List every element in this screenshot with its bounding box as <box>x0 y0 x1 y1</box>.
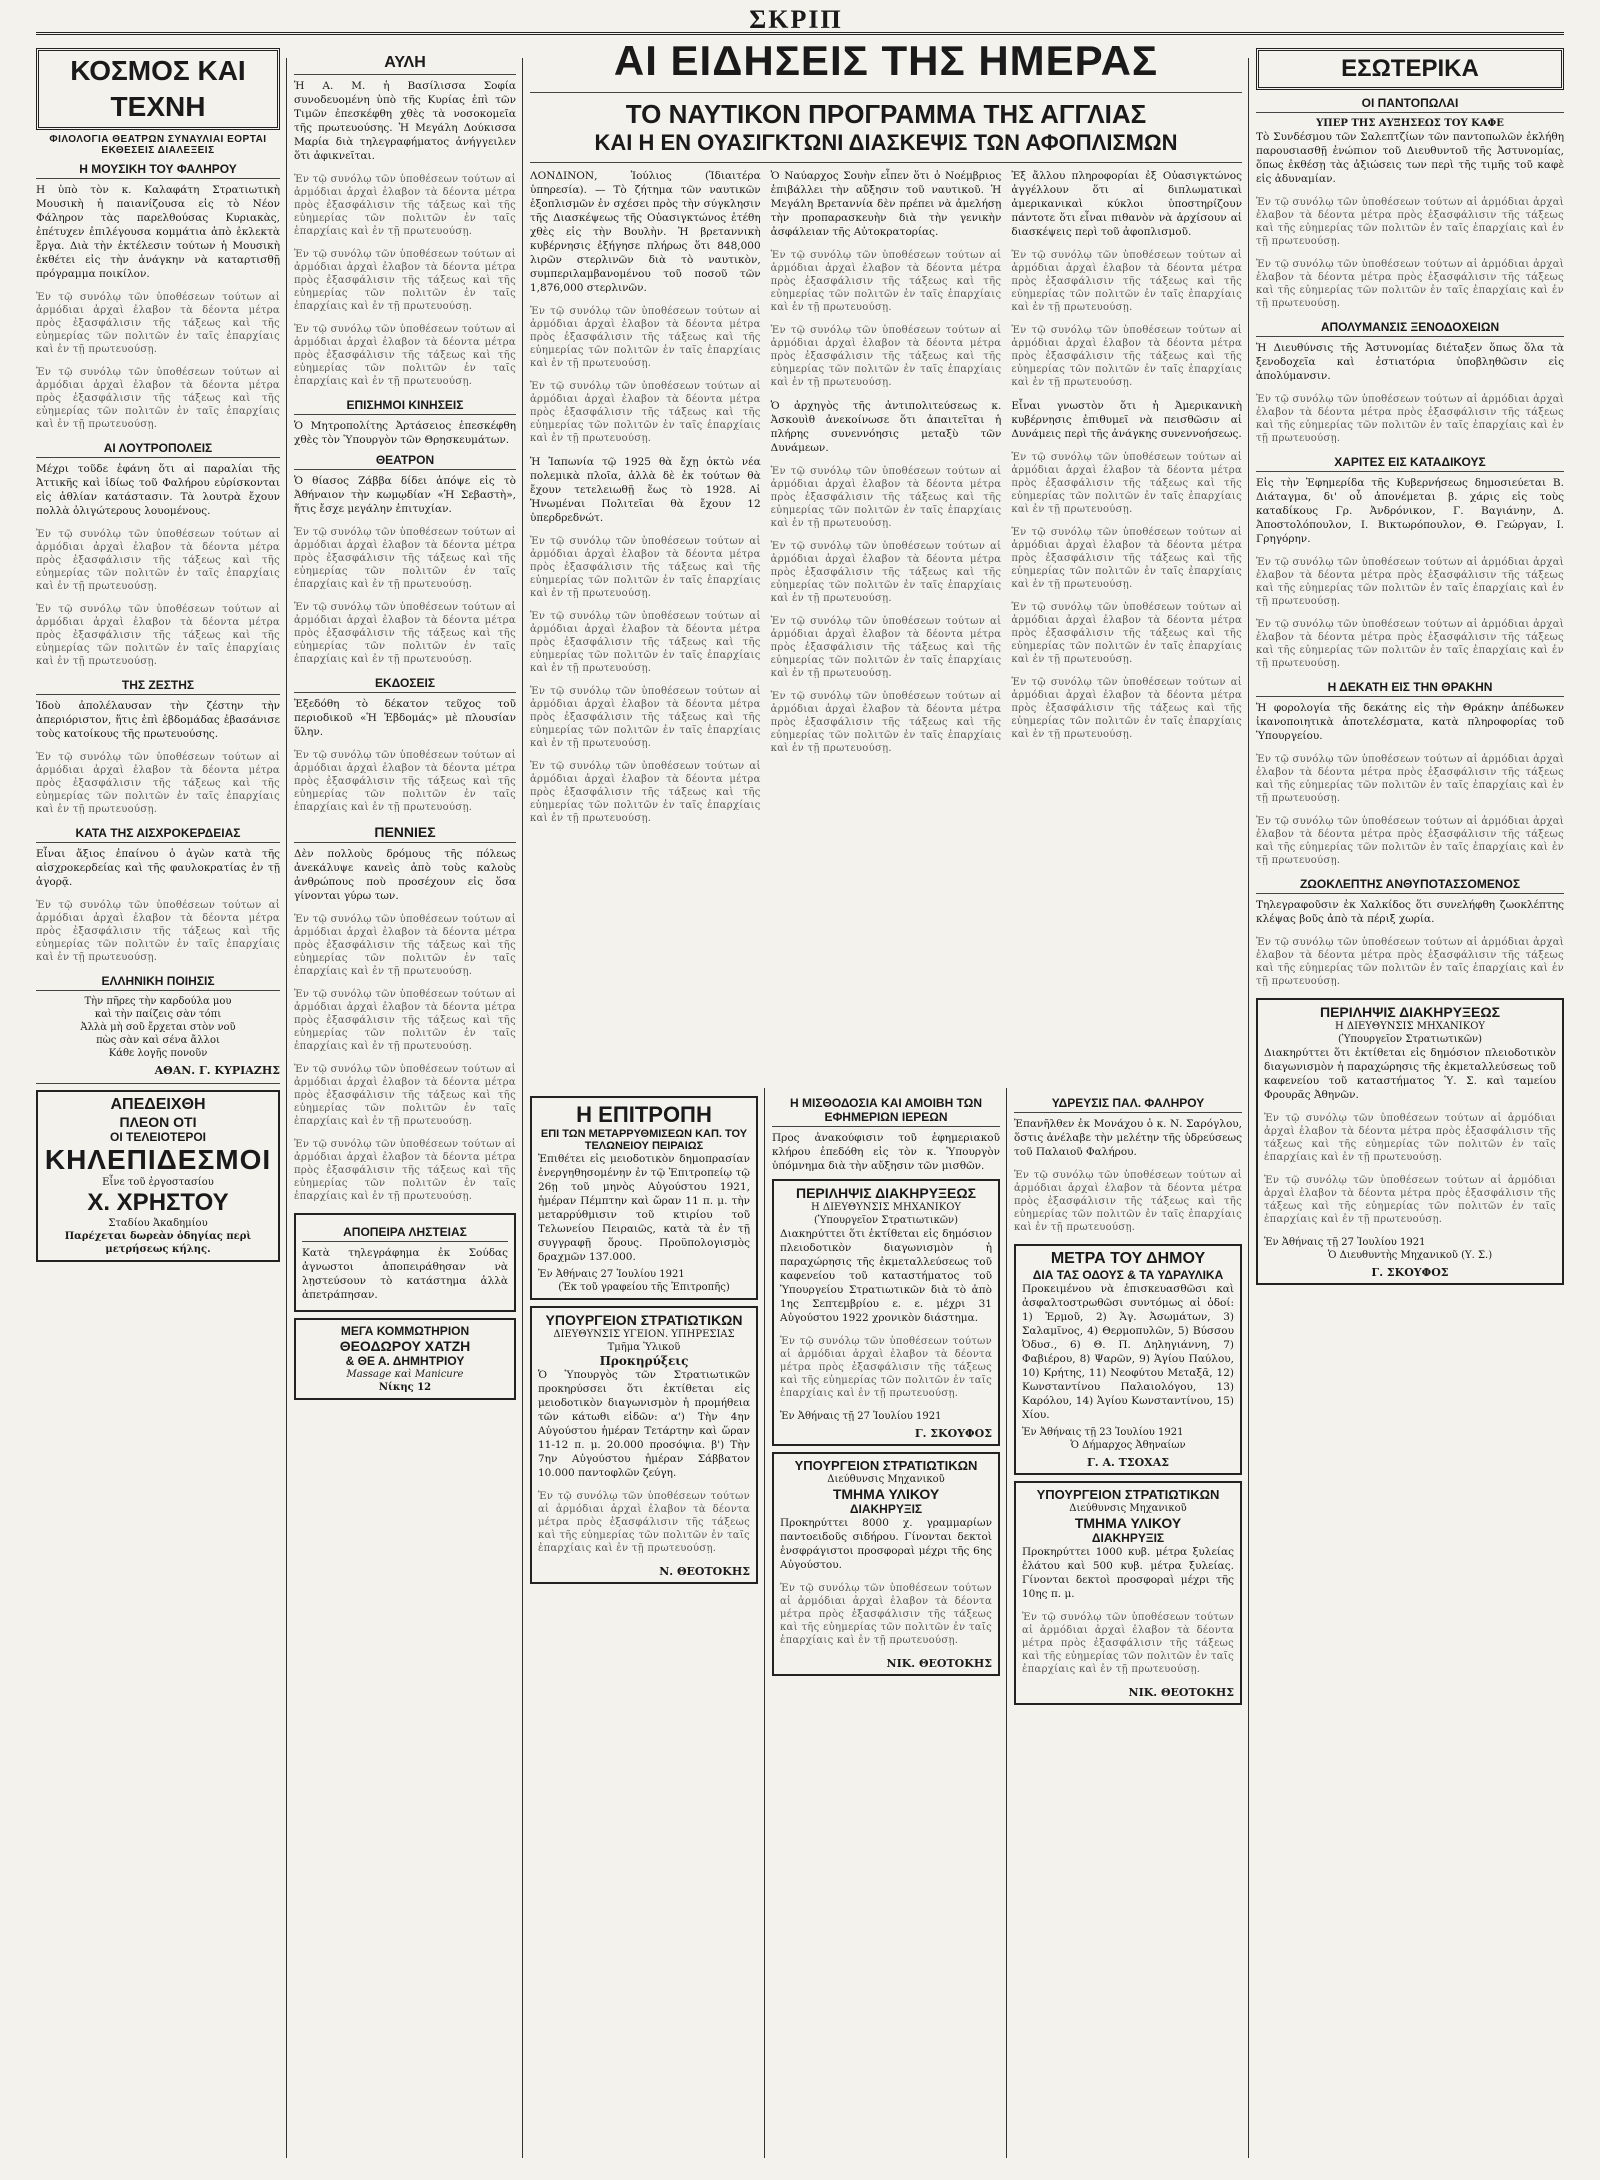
article-heading: ΖΩΟΚΛΕΠΤΗΣ ΑΝΘΥΠΟΤΑΣΣΟΜΕΝΟΣ <box>1256 877 1564 894</box>
notice-title: ΥΠΟΥΡΓΕΙΟΝ ΣΤΡΑΤΙΩΤΙΚΩΝ <box>545 1312 743 1328</box>
notice-text: Ἐν τῷ συνόλῳ τῶν ὑποθέσεων τούτων αἱ ἀρμόδιαι ἀρχαὶ ἐλαβον τὰ δέοντα μέτρα πρὸς ἐξασφάλισιν τῆς τάξεως καὶ τῆς εὐημερίας τῶν πολιτῶν ἐν ταῖς ἐπαρχίαις καὶ ἐν τῇ πρωτευούσῃ. <box>1022 1612 1234 1675</box>
article-text: Ἐν τῷ συνόλῳ τῶν ὑποθέσεων τούτων αἱ ἀρμόδιαι ἀρχαὶ ἐλαβον τὰ δέοντα μέτρα πρὸς ἐξασφάλισιν τῆς τάξεως καὶ τῆς εὐημερίας τῶν πολιτῶν ἐν ταῖς ἐπαρχίαις καὶ ἐν τῇ πρωτευούσῃ. <box>1011 677 1242 740</box>
article-text: Ἐν τῷ συνόλῳ τῶν ὑποθέσεων τούτων αἱ ἀρμόδιαι ἀρχαὶ ἐλαβον τὰ δέοντα μέτρα πρὸς ἐξασφάλισιν τῆς τάξεως καὶ τῆς εὐημερίας τῶν πολιτῶν ἐν ταῖς ἐπαρχίαις καὶ ἐν τῇ πρωτευούσῃ. <box>36 900 280 963</box>
ad-product-name: ΚΗΛΕΠΙΔΕΣΜΟΙ <box>44 1144 272 1175</box>
notice-text: Ἐν τῷ συνόλῳ τῶν ὑποθέσεων τούτων αἱ ἀρμόδιαι ἀρχαὶ ἐλαβον τὰ δέοντα μέτρα πρὸς ἐξασφάλισιν τῆς τάξεως καὶ τῆς εὐημερίας τῶν πολιτῶν ἐν ταῖς ἐπαρχίαις καὶ ἐν τῇ πρωτευούσῃ. <box>780 1336 992 1399</box>
ad-text: Παρέχεται δωρεὰν ὁδηγίας περὶ μετρήσεως κήλης. <box>64 1231 252 1255</box>
article-heading: ΕΛΛΗΝΙΚΗ ΠΟΙΗΣΙΣ <box>36 974 280 991</box>
article-text: Ὁ θίασος Ζάββα δίδει ἀπόψε εἰς τὸ Ἀθήναιον τὴν κωμῳδίαν «Ἡ Σεβαστὴ», ἥτις ἔσχε μεγάλην ἐπιτυχίαν. <box>294 475 516 515</box>
article-text: Ἐν τῷ συνόλῳ τῶν ὑποθέσεων τούτων αἱ ἀρμόδιαι ἀρχαὶ ἐλαβον τὰ δέοντα μέτρα πρὸς ἐξασφάλισιν τῆς τάξεως καὶ τῆς εὐημερίας τῶν πολιτῶν ἐν ταῖς ἐπαρχίαις καὶ ἐν τῇ πρωτευούσῃ. <box>36 367 280 430</box>
notice-subtitle: Η ΔΙΕΥΘΥΝΣΙΣ ΜΗΧΑΝΙΚΟΥ <box>810 1202 962 1213</box>
article-text: Ἐν τῷ συνόλῳ τῶν ὑποθέσεων τούτων αἱ ἀρμόδιαι ἀρχαὶ ἐλαβον τὰ δέοντα μέτρα πρὸς ἐξασφάλισιν τῆς τάξεως καὶ τῆς εὐημερίας τῶν πολιτῶν ἐν ταῖς ἐπαρχίαις καὶ ἐν τῇ πρωτευούσῃ. <box>770 466 1002 529</box>
notice-date: Ἐν Ἀθήναις τῇ 27 Ἰουλίου 1921 <box>780 1411 942 1422</box>
article-text: Ἐν τῷ συνόλῳ τῶν ὑποθέσεων τούτων αἱ ἀρμόδιαι ἀρχαὶ ἐλαβον τὰ δέοντα μέτρα πρὸς ἐξασφάλισιν τῆς τάξεως καὶ τῆς εὐημερίας τῶν πολιτῶν ἐν ταῖς ἐπαρχίαις καὶ ἐν τῇ πρωτευούσῃ. <box>294 989 516 1052</box>
notice-text: Ἐν τῷ συνόλῳ τῶν ὑποθέσεων τούτων αἱ ἀρμόδιαι ἀρχαὶ ἐλαβον τὰ δέοντα μέτρα πρὸς ἐξασφάλισιν τῆς τάξεως καὶ τῆς εὐημερίας τῶν πολιτῶν ἐν ταῖς ἐπαρχίαις καὶ ἐν τῇ πρωτευούσῃ. <box>538 1491 750 1554</box>
article-text: Ἐν τῷ συνόλῳ τῶν ὑποθέσεων τούτων αἱ ἀρμόδιαι ἀρχαὶ ἐλαβον τὰ δέοντα μέτρα πρὸς ἐξασφάλισιν τῆς τάξεως καὶ τῆς εὐημερίας τῶν πολιτῶν ἐν ταῖς ἐπαρχίαις καὶ ἐν τῇ πρωτευούσῃ. <box>530 306 761 369</box>
article-subheading: ΥΠΕΡ ΤΗΣ ΑΥΞΗΣΕΩΣ ΤΟΥ ΚΑΦΕ <box>1316 118 1504 129</box>
notice-text: Προκηρύττει 1000 κυβ. μέτρα ξυλείας ἐλάτου καὶ 500 κυβ. μέτρα ξυλείας. Γίνονται δεκτοὶ προσφοραὶ μέχρι τῆς 10ης π. μ. <box>1022 1546 1234 1600</box>
notice-subtitle: Διεύθυνσις Μηχανικοῦ <box>827 1474 945 1485</box>
article-text: Ἐν τῷ συνόλῳ τῶν ὑποθέσεων τούτων αἱ ἀρμόδιαι ἀρχαὶ ἐλαβον τὰ δέοντα μέτρα πρὸς ἐξασφάλισιν τῆς τάξεως καὶ τῆς εὐημερίας τῶν πολιτῶν ἐν ταῖς ἐπαρχίαις καὶ ἐν τῇ πρωτευούσῃ. <box>294 1139 516 1202</box>
notice-date: Ἐν Ἀθήναις 27 Ἰουλίου 1921 <box>538 1269 685 1280</box>
ad-owner-name: & ΘΕ Α. ΔΗΜΗΤΡΙΟΥ <box>345 1354 465 1368</box>
article-text: Ὁ Μητροπολίτης Ἀρτάσειος ἐπεσκέφθη χθὲς τὸν Ὑπουργὸν τῶν Θρησκευμάτων. <box>294 420 516 446</box>
article-text: Ἐν τῷ συνόλῳ τῶν ὑποθέσεων τούτων αἱ ἀρμόδιαι ἀρχαὶ ἐλαβον τὰ δέοντα μέτρα πρὸς ἐξασφάλισιν τῆς τάξεως καὶ τῆς εὐημερίας τῶν πολιτῶν ἐν ταῖς ἐπαρχίαις καὶ ἐν τῇ πρωτευούσῃ. <box>294 527 516 590</box>
notice-title: ΜΕΤΡΑ ΤΟΥ ΔΗΜΟΥ <box>1050 1250 1206 1267</box>
column-notices-1 <box>530 1090 758 2158</box>
article-text: Ἐν τῷ συνόλῳ τῶν ὑποθέσεων τούτων αἱ ἀρμόδιαι ἀρχαὶ ἐλαβον τὰ δέοντα μέτρα πρὸς ἐξασφάλισιν τῆς τάξεως καὶ τῆς εὐημερίας τῶν πολιτῶν ἐν ταῖς ἐπαρχίαις καὶ ἐν τῇ πρωτευούσῃ. <box>770 325 1002 388</box>
article-text: Ἐν τῷ συνόλῳ τῶν ὑποθέσεων τούτων αἱ ἀρμόδιαι ἀρχαὶ ἐλαβον τὰ δέοντα μέτρα πρὸς ἐξασφάλισιν τῆς τάξεως καὶ τῆς εὐημερίας τῶν πολιτῶν ἐν ταῖς ἐπαρχίαις καὶ ἐν τῇ πρωτευούσῃ. <box>294 324 516 387</box>
article-text: Ἐν τῷ συνόλῳ τῶν ὑποθέσεων τούτων αἱ ἀρμόδιαι ἀρχαὶ ἐλαβον τὰ δέοντα μέτρα πρὸς ἐξασφάλισιν τῆς τάξεως καὶ τῆς εὐημερίας τῶν πολιτῶν ἐν ταῖς ἐπαρχίαις καὶ ἐν τῇ πρωτευούσῃ. <box>530 381 761 444</box>
article-text: Ἐπανῆλθεν ἐκ Μονάχου ὁ κ. Ν. Σαρόγλου, ὅστις ἀνέλαβε τὴν μελέτην τῆς ὑδρεύσεως τοῦ Παλαιοῦ Φαλήρου. <box>1014 1118 1242 1158</box>
top-rule <box>36 32 1564 35</box>
article-text: Ἐν τῷ συνόλῳ τῶν ὑποθέσεων τούτων αἱ ἀρμόδιαι ἀρχαὶ ἐλαβον τὰ δέοντα μέτρα πρὸς ἐξασφάλισιν τῆς τάξεως καὶ τῆς εὐημερίας τῶν πολιτῶν ἐν ταῖς ἐπαρχίαις καὶ ἐν τῇ πρωτευούσῃ. <box>294 602 516 665</box>
article-text: Εἰς τὴν Ἐφημερίδα τῆς Κυβερνήσεως δημοσιεύεται Β. Διάταγμα, δι' οὗ ἀπονέμεται β. χάρις εἰς τοὺς καταδίκους Γρ. Ἀνδρόνικον, Γ. Βαγιάνην, Δ. Ἀποστολόπουλον, Ι. Βικτωρόπουλον, Θ. Γεώργαν, Ι. Γρηγόρην. <box>1256 477 1564 545</box>
article-text: Προς ἀνακούφισιν τοῦ ἐφημεριακοῦ κλήρου ἐπεδόθη εἰς τὸν κ. Ὑπουργὸν ὑπόμνημα διὰ τὴν αὔξησιν τῶν μισθῶν. <box>772 1132 1000 1172</box>
notice-subtitle: ΤΜΗΜΑ ΥΛΙΚΟΥ <box>1074 1515 1182 1531</box>
article-text: Μέχρι τοῦδε ἐφάνη ὅτι αἱ παραλίαι τῆς Ἀττικῆς καὶ ἰδίως τοῦ Φαλήρου εὐρίσκονται εἰς ἀθλίαν κατάστασιν. Τὰ λουτρὰ ἔχουν πολλὰ ὀλιγώτερους λουομένους. <box>36 463 280 517</box>
column-divider <box>1006 1088 1007 2158</box>
article-text: Ἐν τῷ συνόλῳ τῶν ὑποθέσεων τούτων αἱ ἀρμόδιαι ἀρχαὶ ἐλαβον τὰ δέοντα μέτρα πρὸς ἐξασφάλισιν τῆς τάξεως καὶ τῆς εὐημερίας τῶν πολιτῶν ἐν ταῖς ἐπαρχίαις καὶ ἐν τῇ πρωτευούσῃ. <box>294 249 516 312</box>
poem-line: Τὴν πῆρες τὴν καρδούλα μου <box>84 996 232 1007</box>
article-text: Ἐν τῷ συνόλῳ τῶν ὑποθέσεων τούτων αἱ ἀρμόδιαι ἀρχαὶ ἐλαβον τὰ δέοντα μέτρα πρὸς ἐξασφάλισιν τῆς τάξεως καὶ τῆς εὐημερίας τῶν πολιτῶν ἐν ταῖς ἐπαρχίαις καὶ ἐν τῇ πρωτευούσῃ. <box>530 536 761 599</box>
ad-owner-name: ΘΕΟΔΩΡΟΥ ΧΑΤΖΗ <box>339 1338 471 1354</box>
notice-diakiryxis <box>1256 998 1564 1285</box>
article-text: Ἐν τῷ συνόλῳ τῶν ὑποθέσεων τούτων αἱ ἀρμόδιαι ἀρχαὶ ἐλαβον τὰ δέοντα μέτρα πρὸς ἐξασφάλισιν τῆς τάξεως καὶ τῆς εὐημερίας τῶν πολιτῶν ἐν ταῖς ἐπαρχίαις καὶ ἐν τῇ πρωτευούσῃ. <box>1011 325 1242 388</box>
notice-text: Ἐν τῷ συνόλῳ τῶν ὑποθέσεων τούτων αἱ ἀρμόδιαι ἀρχαὶ ἐλαβον τὰ δέοντα μέτρα πρὸς ἐξασφάλισιν τῆς τάξεως καὶ τῆς εὐημερίας τῶν πολιτῶν ἐν ταῖς ἐπαρχίαις καὶ ἐν τῇ πρωτευούσῃ. <box>1264 1175 1556 1225</box>
sub-headline: ΤΟ ΝΑΥΤΙΚΟΝ ΠΡΟΓΡΑΜΜΑ ΤΗΣ ΑΓΓΛΙΑΣ <box>625 99 1147 129</box>
divider <box>530 162 1242 163</box>
notice-subtitle: (Ὑπουργεῖον Στρατιωτικῶν) <box>1338 1034 1482 1045</box>
article-heading: Η ΜΟΥΣΙΚΗ ΤΟΥ ΦΑΛΗΡΟΥ <box>36 162 280 179</box>
article-text: Ἐν τῷ συνόλῳ τῶν ὑποθέσεων τούτων αἱ ἀρμόδιαι ἀρχαὶ ἐλαβον τὰ δέοντα μέτρα πρὸς ἐξασφάλισιν τῆς τάξεως καὶ τῆς εὐημερίας τῶν πολιτῶν ἐν ταῖς ἐπαρχίαις καὶ ἐν τῇ πρωτευούσῃ. <box>530 686 761 749</box>
article-text: Ἐν τῷ συνόλῳ τῶν ὑποθέσεων τούτων αἱ ἀρμόδιαι ἀρχαὶ ἐλαβον τὰ δέοντα μέτρα πρὸς ἐξασφάλισιν τῆς τάξεως καὶ τῆς εὐημερίας τῶν πολιτῶν ἐν ταῖς ἐπαρχίαις καὶ ἐν τῇ πρωτευούσῃ. <box>1256 259 1564 309</box>
ad-heading: ΑΠΕΔΕΙΧΘΗ <box>110 1096 206 1113</box>
column-news-items <box>294 48 516 2158</box>
article-heading: ΕΚΔΟΣΕΙΣ <box>294 676 516 693</box>
article-text: Ἡ φορολογία τῆς δεκάτης εἰς τὴν Θράκην ἀπέδωκεν ἱκανοποιητικὰ ἀποτελέσματα, κατὰ πληροφορίας τοῦ Ὑπουργείου. <box>1256 702 1564 742</box>
notice-title: ΥΠΟΥΡΓΕΙΟΝ ΣΤΡΑΤΙΩΤΙΚΩΝ <box>1036 1487 1220 1502</box>
notice-subtitle: ΔΙΑΚΗΡΥΞΙΣ <box>1091 1531 1165 1545</box>
notice-subtitle: (Ὑπουργεῖον Στρατιωτικῶν) <box>814 1215 958 1226</box>
article-text: Ἰδοὺ ἀπολέλαυσαν τὴν ζέστην τὴν ἀπεριόριστον, ἥτις ἐπὶ ἑβδομάδας ἐβασάνισε τοὺς κατοίκους τῆς πρωτευούσης. <box>36 700 280 740</box>
article-heading: ΠΕΝΝΙΕΣ <box>294 824 516 843</box>
article-text: Ἐν τῷ συνόλῳ τῶν ὑποθέσεων τούτων αἱ ἀρμόδιαι ἀρχαὶ ἐλαβον τὰ δέοντα μέτρα πρὸς ἐξασφάλισιν τῆς τάξεως καὶ τῆς εὐημερίας τῶν πολιτῶν ἐν ταῖς ἐπαρχίαις καὶ ἐν τῇ πρωτευούσῃ. <box>294 1064 516 1127</box>
notice-subtitle: Διεύθυνσις Μηχανικοῦ <box>1069 1503 1187 1514</box>
article-heading: ΑΥΛΗ <box>294 54 516 75</box>
notice-date: Ἐν Ἀθήναις τῇ 27 Ἰουλίου 1921 <box>1264 1237 1426 1248</box>
notice-signature: ΝΙΚ. ΘΕΟΤΟΚΗΣ <box>1128 1686 1234 1699</box>
article-heading: ΚΑΤΑ ΤΗΣ ΑΙΣΧΡΟΚΕΡΔΕΙΑΣ <box>36 826 280 843</box>
notice-signature: Ὁ Δήμαρχος Ἀθηναίων <box>1070 1440 1186 1451</box>
article-text: Ἐν τῷ συνόλῳ τῶν ὑποθέσεων τούτων αἱ ἀρμόδιαι ἀρχαὶ ἐλαβον τὰ δέοντα μέτρα πρὸς ἐξασφάλισιν τῆς τάξεως καὶ τῆς εὐημερίας τῶν πολιτῶν ἐν ταῖς ἐπαρχίαις καὶ ἐν τῇ πρωτευούσῃ. <box>770 691 1002 754</box>
boxed-news-item <box>294 1213 516 1312</box>
article-heading: ΤΗΣ ΖΕΣΤΗΣ <box>36 678 280 695</box>
article-heading: Η ΜΙΣΘΟΔΟΣΙΑ ΚΑΙ ΑΜΟΙΒΗ ΤΩΝ ΕΦΗΜΕΡΙΩΝ ΙΕΡΕΩΝ <box>772 1096 1000 1127</box>
notice-title: ΠΕΡΙΛΗΨΙΣ ΔΙΑΚΗΡΥΞΕΩΣ <box>795 1185 977 1201</box>
column-esoterika <box>1256 48 1564 2158</box>
main-article-column <box>771 169 1002 835</box>
column-divider <box>286 58 287 2158</box>
article-heading: ΕΠΙΣΗΜΟΙ ΚΙΝΗΣΕΙΣ <box>294 398 516 415</box>
article-text: Ὁ Ναύαρχος Σουὴν εἶπεν ὅτι ὁ Νοέμβριος ἐπιβάλλει τὴν αὔξησιν τοῦ ναυτικοῦ. Ἡ Μεγάλη Βρεταννία δὲν πρέπει νὰ ἀμελήσῃ τὴν προπαρασκευὴν διὰ τὴν γενικὴν ἀσφάλειαν τῆς Αὐτοκρατορίας. <box>770 170 1002 238</box>
notice-subtitle: ΔΙΑ ΤΑΣ ΟΔΟΥΣ & ΤΑ ΥΔΡΑΥΛΙΚΑ <box>1032 1268 1224 1282</box>
section-title-box: ΚΟΣΜΟΣ ΚΑΙ ΤΕΧΝΗ <box>36 48 280 130</box>
article-heading: ΑΠΟΛΥΜΑΝΣΙΣ ΞΕΝΟΔΟΧΕΙΩΝ <box>1256 320 1564 337</box>
ad-address: Σταδίου Ἀκαδημίου <box>108 1218 208 1229</box>
ad-services: Massage καὶ Manicure <box>346 1369 464 1380</box>
divider <box>36 1083 280 1084</box>
article-text: Ἐν τῷ συνόλῳ τῶν ὑποθέσεων τούτων αἱ ἀρμόδιαι ἀρχαὶ ἐλαβον τὰ δέοντα μέτρα πρὸς ἐξασφάλισιν τῆς τάξεως καὶ τῆς εὐημερίας τῶν πολιτῶν ἐν ταῖς ἐπαρχίαις καὶ ἐν τῇ πρωτευούσῃ. <box>1256 394 1564 444</box>
notice-signature: (Ἐκ τοῦ γραφείου τῆς Ἐπιτροπῆς) <box>558 1282 730 1293</box>
poem-line: Κάθε λογῆς πονοῦν <box>108 1048 208 1059</box>
ad-heading: ΠΛΕΟΝ ΟΤΙ <box>119 1114 197 1130</box>
article-text: Ἐν τῷ συνόλῳ τῶν ὑποθέσεων τούτων αἱ ἀρμόδιαι ἀρχαὶ ἐλαβον τὰ δέοντα μέτρα πρὸς ἐξασφάλισιν τῆς τάξεως καὶ τῆς εὐημερίας τῶν πολιτῶν ἐν ταῖς ἐπαρχίαις καὶ ἐν τῇ πρωτευούσῃ. <box>36 752 280 815</box>
ad-text: Εἶνε τοῦ ἐργοστασίου <box>102 1177 214 1188</box>
article-text: Ἐν τῷ συνόλῳ τῶν ὑποθέσεων τούτων αἱ ἀρμόδιαι ἀρχαὶ ἐλαβον τὰ δέοντα μέτρα πρὸς ἐξασφάλισιν τῆς τάξεως καὶ τῆς εὐημερίας τῶν πολιτῶν ἐν ταῖς ἐπαρχίαις καὶ ἐν τῇ πρωτευούσῃ. <box>530 761 761 824</box>
article-text: Εἶναι ἄξιος ἐπαίνου ὁ ἀγὼν κατὰ τῆς αἰσχροκερδείας καὶ τῆς φαυλοκρατίας ἐν τῇ ἀγορᾷ. <box>36 848 280 888</box>
article-text: Ἐν τῷ συνόλῳ τῶν ὑποθέσεων τούτων αἱ ἀρμόδιαι ἀρχαὶ ἐλαβον τὰ δέοντα μέτρα πρὸς ἐξασφάλισιν τῆς τάξεως καὶ τῆς εὐημερίας τῶν πολιτῶν ἐν ταῖς ἐπαρχίαις καὶ ἐν τῇ πρωτευούσῃ. <box>1011 602 1242 665</box>
article-text: Τὸ Συνδέσμου τῶν Σαλεπτζίων τῶν παντοπωλῶν ἐκλήθη παρουσιασθῇ ἐνώπιον τοῦ Διευθυντοῦ τῆς Ἀστυνομίας, ὅπως ἐκθέσῃ τὰς ἀξιώσεις των περὶ τῆς τιμῆς τοῦ καφὲ εἰς ἀδυναμίαν. <box>1256 131 1564 185</box>
article-text: Ἐν τῷ συνόλῳ τῶν ὑποθέσεων τούτων αἱ ἀρμόδιαι ἀρχαὶ ἐλαβον τὰ δέοντα μέτρα πρὸς ἐξασφάλισιν τῆς τάξεως καὶ τῆς εὐημερίας τῶν πολιτῶν ἐν ταῖς ἐπαρχίαις καὶ ἐν τῇ πρωτευούσῃ. <box>770 250 1002 313</box>
article-text: Ἐν τῷ συνόλῳ τῶν ὑποθέσεων τούτων αἱ ἀρμόδιαι ἀρχαὶ ἐλαβον τὰ δέοντα μέτρα πρὸς ἐξασφάλισιν τῆς τάξεως καὶ τῆς εὐημερίας τῶν πολιτῶν ἐν ταῖς ἐπαρχίαις καὶ ἐν τῇ πρωτευούσῃ. <box>294 750 516 813</box>
notice-text: Ἐν τῷ συνόλῳ τῶν ὑποθέσεων τούτων αἱ ἀρμόδιαι ἀρχαὶ ἐλαβον τὰ δέοντα μέτρα πρὸς ἐξασφάλισιν τῆς τάξεως καὶ τῆς εὐημερίας τῶν πολιτῶν ἐν ταῖς ἐπαρχίαις καὶ ἐν τῇ πρωτευούσῃ. <box>1264 1113 1556 1163</box>
notice-diakiryxis <box>772 1179 1000 1446</box>
article-text: Δὲν πολλοὺς δρόμους τῆς πόλεως ἀνεκάλυψε κανεὶς ἀπὸ τοὺς καλοὺς ἀνθρώπους ποὺ προσέχουν εἰς ὅσα γίνονται γύρω των. <box>294 848 516 902</box>
notice-subtitle: ΤΜΗΜΑ ΥΛΙΚΟΥ <box>832 1486 940 1502</box>
article-heading: ΥΔΡΕΥΣΙΣ ΠΑΛ. ΦΑΛΗΡΟΥ <box>1014 1096 1242 1113</box>
notice-metra-dimou <box>1014 1244 1242 1475</box>
notice-ypourgeion <box>1014 1481 1242 1705</box>
notice-text: Ἐν τῷ συνόλῳ τῶν ὑποθέσεων τούτων αἱ ἀρμόδιαι ἀρχαὶ ἐλαβον τὰ δέοντα μέτρα πρὸς ἐξασφάλισιν τῆς τάξεως καὶ τῆς εὐημερίας τῶν πολιτῶν ἐν ταῖς ἐπαρχίαις καὶ ἐν τῇ πρωτευούσῃ. <box>780 1583 992 1646</box>
sub-headline: ΚΑΙ Η ΕΝ ΟΥΑΣΙΓΚΤΩΝΙ ΔΙΑΣΚΕΨΙΣ ΤΩΝ ΑΦΟΠΛΙΣΜΩΝ <box>594 130 1178 155</box>
article-text: Ἡ Α. Μ. ἡ Βασίλισσα Σοφία συνοδευομένη ὑπὸ τῆς Κυρίας ἐπὶ τῶν Τιμῶν ἐπεσκέφθη χθὲς τὰ νοσοκομεῖα τῆς πρωτευούσης. Ἡ Μεγάλη Δούκισσα Μαρία διὰ τηλεγραφήματος ἀνήγγειλεν ὅτι ἀφικνεῖται. <box>294 80 516 162</box>
ad-heading: ΟΙ ΤΕΛΕΙΟΤΕΡΟΙ <box>109 1130 207 1144</box>
article-heading: ΟΙ ΠΑΝΤΟΠΩΛΑΙ <box>1256 96 1564 113</box>
section-title-box: ΕΣΩΤΕΡΙΚΑ <box>1256 48 1564 90</box>
article-text: ΛΟΝΔΙΝΟΝ, Ἰούλιος (Ἰδιαιτέρα ὑπηρεσία). — Τὸ ζήτημα τῶν ναυτικῶν ἐξοπλισμῶν ἐν σχέσει πρὸς τὴν σύγκλησιν τῆς Διασκέψεως τῆς Οὐασιγκτώνος ἐτέθη χθὲς εἰς τὴν Βουλὴν. Ἡ βρεταννικὴ κυβέρνησις ἐξήγησε πλήρως ὅτι 848,000 λιρῶν στερλινῶν διὰ τὸ ναυτικὸν, συμπεριλαμβανομένου τοῦ ποσοῦ τῶν 1,876,000 στερλινῶν. <box>530 170 761 294</box>
ad-address: Νίκης 12 <box>378 1382 432 1393</box>
notice-epitropi <box>530 1096 758 1300</box>
article-heading: ΑΠΟΠΕΙΡΑ ΛΗΣΤΕΙΑΣ <box>302 1225 508 1242</box>
newspaper-page <box>36 8 1564 2168</box>
column-notices-2 <box>772 1090 1000 2158</box>
article-text: Ἐν τῷ συνόλῳ τῶν ὑποθέσεων τούτων αἱ ἀρμόδιαι ἀρχαὶ ἐλαβον τὰ δέοντα μέτρα πρὸς ἐξασφάλισιν τῆς τάξεως καὶ τῆς εὐημερίας τῶν πολιτῶν ἐν ταῖς ἐπαρχίαις καὶ ἐν τῇ πρωτευούσῃ. <box>1256 816 1564 866</box>
article-text: Ἐν τῷ συνόλῳ τῶν ὑποθέσεων τούτων αἱ ἀρμόδιαι ἀρχαὶ ἐλαβον τὰ δέοντα μέτρα πρὸς ἐξασφάλισιν τῆς τάξεως καὶ τῆς εὐημερίας τῶν πολιτῶν ἐν ταῖς ἐπαρχίαις καὶ ἐν τῇ πρωτευούσῃ. <box>1011 527 1242 590</box>
advertisement-kommotirion <box>294 1318 516 1400</box>
notice-signature: Γ. ΣΚΟΥΦΟΣ <box>914 1427 992 1440</box>
article-text: Τηλεγραφοῦσιν ἐκ Χαλκίδος ὅτι συνελήφθη ζωοκλέπτης κλέψας βοῦς ἀπὸ τὰ πέριξ χωρία. <box>1256 899 1564 925</box>
poem-line: πὼς σὰν καὶ σένα ἄλλοι <box>96 1035 220 1046</box>
notice-text: Διακηρύττει ὅτι ἐκτίθεται εἰς δημόσιον πλειοδοτικὸν διαγωνισμὸν ἡ παραχώρησις τῆς ἐκμεταλλεύσεως τοῦ καφενείου τοῦ καταστήματος τοῦ Ὑπουργείου Στρατιωτικῶν διὰ τὸ ἀπὸ 1ης Σεπτεμβρίου ε. ε. μέχρι 31 Αὐγούστου 1922 χρονικὸν διάστημα. <box>780 1228 992 1324</box>
article-text: Ἡ Ἰαπωνία τῷ 1925 θὰ ἔχῃ ὀκτὼ νέα πολεμικὰ πλοῖα, ἀλλὰ δὲ ἐκ τούτων θὰ ἔχουν τετελειωθῇ ἕως τὸ 1928. Αἱ Ἡνωμέναι Πολιτεῖαι θὰ ἔχουν 12 ὑπερδρεδνώτ. <box>530 456 761 524</box>
article-text: Εἶναι γνωστὸν ὅτι ἡ Ἀμερικανικὴ κυβέρνησις ἐπιθυμεῖ νὰ πεισθῶσιν αἱ Δυνάμεις περὶ τῆς ἀνάγκης συνεννοήσεως. <box>1011 400 1242 440</box>
main-headline: ΑΙ ΕΙΔΗΣΕΙΣ ΤΗΣ ΗΜΕΡΑΣ <box>613 37 1159 84</box>
article-text: Ἐν τῷ συνόλῳ τῶν ὑποθέσεων τούτων αἱ ἀρμόδιαι ἀρχαὶ ἐλαβον τὰ δέοντα μέτρα πρὸς ἐξασφάλισιν τῆς τάξεως καὶ τῆς εὐημερίας τῶν πολιτῶν ἐν ταῖς ἐπαρχίαις καὶ ἐν τῇ πρωτευούσῃ. <box>1014 1170 1242 1233</box>
ad-maker-name: Χ. ΧΡΗΣΤΟΥ <box>87 1189 229 1216</box>
divider <box>530 92 1242 93</box>
masthead: ΣΚΡΙΠ <box>749 8 843 32</box>
article-text: Ἐν τῷ συνόλῳ τῶν ὑποθέσεων τούτων αἱ ἀρμόδιαι ἀρχαὶ ἐλαβον τὰ δέοντα μέτρα πρὸς ἐξασφάλισιν τῆς τάξεως καὶ τῆς εὐημερίας τῶν πολιτῶν ἐν ταῖς ἐπαρχίαις καὶ ἐν τῇ πρωτευούσῃ. <box>770 541 1002 604</box>
notice-signature: Ὁ Διευθυντὴς Μηχανικοῦ (Υ. Σ.) <box>1327 1250 1493 1261</box>
main-article-columns <box>530 169 1242 835</box>
article-heading: ΧΑΡΙΤΕΣ ΕΙΣ ΚΑΤΑΔΙΚΟΥΣ <box>1256 455 1564 472</box>
notice-text: Προκηρύττει 8000 χ. γραμμαρίων παντοειδοῦς σιδήρου. Γίνονται δεκτοὶ ἐνσφράγιστοι προσφοραὶ μέχρι τῆς 6ης Αὐγούστου. <box>780 1517 992 1571</box>
notice-signature: Γ. Α. ΤΣΟΧΑΣ <box>1086 1456 1170 1469</box>
article-text: Ἡ Διευθύνσις τῆς Ἀστυνομίας διέταξεν ὅπως ὅλα τὰ ξενοδοχεῖα καὶ ἐστιατόρια ὑποβληθῶσιν εἰς ἀπολύμανσιν. <box>1256 342 1564 382</box>
article-text: Ἐν τῷ συνόλῳ τῶν ὑποθέσεων τούτων αἱ ἀρμόδιαι ἀρχαὶ ἐλαβον τὰ δέοντα μέτρα πρὸς ἐξασφάλισιν τῆς τάξεως καὶ τῆς εὐημερίας τῶν πολιτῶν ἐν ταῖς ἐπαρχίαις καὶ ἐν τῇ πρωτευούσῃ. <box>294 174 516 237</box>
notice-signature: Ν. ΘΕΟΤΟΚΗΣ <box>659 1565 750 1578</box>
notice-text: Ἐπιθέτει εἰς μειοδοτικὸν δημοπρασίαν ἐνεργηθησομένην ἐν τῷ Ἐπιτροπείῳ τῷ 26ῃ τοῦ μηνὸς Αὐγούστου 1921, ἡμέραν Πέμπτην καὶ ὥραν 11 π. μ. τὴν μεταρρύθμισιν τοῦ κτιρίου τοῦ Τελωνείου Πειραιῶς, κατὰ τὰ ἐν τῇ συγγραφῇ ὅρους. Προϋπολογισμὸς δραχμῶν 137.000. <box>538 1153 750 1263</box>
article-text: Ἐν τῷ συνόλῳ τῶν ὑποθέσεων τούτων αἱ ἀρμόδιαι ἀρχαὶ ἐλαβον τὰ δέοντα μέτρα πρὸς ἐξασφάλισιν τῆς τάξεως καὶ τῆς εὐημερίας τῶν πολιτῶν ἐν ταῖς ἐπαρχίαις καὶ ἐν τῇ πρωτευούσῃ. <box>1256 557 1564 607</box>
article-text: Ἐν τῷ συνόλῳ τῶν ὑποθέσεων τούτων αἱ ἀρμόδιαι ἀρχαὶ ἐλαβον τὰ δέοντα μέτρα πρὸς ἐξασφάλισιν τῆς τάξεως καὶ τῆς εὐημερίας τῶν πολιτῶν ἐν ταῖς ἐπαρχίαις καὶ ἐν τῇ πρωτευούσῃ. <box>36 292 280 355</box>
notice-signature: ΝΙΚ. ΘΕΟΤΟΚΗΣ <box>886 1657 992 1670</box>
article-text: Ἐν τῷ συνόλῳ τῶν ὑποθέσεων τούτων αἱ ἀρμόδιαι ἀρχαὶ ἐλαβον τὰ δέοντα μέτρα πρὸς ἐξασφάλισιν τῆς τάξεως καὶ τῆς εὐημερίας τῶν πολιτῶν ἐν ταῖς ἐπαρχίαις καὶ ἐν τῇ πρωτευούσῃ. <box>1256 619 1564 669</box>
article-heading: ΘΕΑΤΡΟΝ <box>294 453 516 470</box>
article-text: Ἐν τῷ συνόλῳ τῶν ὑποθέσεων τούτων αἱ ἀρμόδιαι ἀρχαὶ ἐλαβον τὰ δέοντα μέτρα πρὸς ἐξασφάλισιν τῆς τάξεως καὶ τῆς εὐημερίας τῶν πολιτῶν ἐν ταῖς ἐπαρχίαις καὶ ἐν τῇ πρωτευούσῃ. <box>36 604 280 667</box>
column-divider <box>1248 58 1249 2158</box>
main-article-column <box>530 169 761 835</box>
article-text: Ἐξ ἄλλου πληροφορίαι ἐξ Οὐασιγκτώνος ἀγγέλλουν ὅτι αἱ διπλωματικαὶ ἀμερικανικαὶ κύκλοι ὑποστηρίζουν πάντοτε ὅτι εἶναι πιθανὸν νὰ ἀρχίσουν αἱ διασκέψεις περὶ τοῦ ἀφοπλισμοῦ. <box>1011 170 1242 238</box>
main-article-column <box>1011 169 1242 835</box>
section-tagline: ΦΙΛΟΛΟΓΙΑ ΘΕΑΤΡΩΝ ΣΥΝΑΥΛΙΑΙ ΕΟΡΤΑΙ ΕΚΘΕΣΕΙΣ ΔΙΑΛΕΞΕΙΣ <box>49 134 267 156</box>
poem-author: ΑΘΑΝ. Γ. ΚΥΡΙΑΖΗΣ <box>154 1064 280 1077</box>
notice-text: Διακηρύττει ὅτι ἐκτίθεται εἰς δημόσιον πλειοδοτικὸν διαγωνισμὸν ἡ παραχώρησις τῆς ἐκμεταλλεύσεως τοῦ καφενείου τοῦ καταστήματος Ὑ. Σ. καὶ ταμείου Φρουρᾶς Ἀθηνῶν. <box>1264 1047 1556 1101</box>
article-text: Ἐν τῷ συνόλῳ τῶν ὑποθέσεων τούτων αἱ ἀρμόδιαι ἀρχαὶ ἐλαβον τὰ δέοντα μέτρα πρὸς ἐξασφάλισιν τῆς τάξεως καὶ τῆς εὐημερίας τῶν πολιτῶν ἐν ταῖς ἐπαρχίαις καὶ ἐν τῇ πρωτευούσῃ. <box>294 914 516 977</box>
main-news-section <box>530 36 1242 1086</box>
ad-heading: ΜΕΓΑ ΚΟΜΜΩΤΗΡΙΟΝ <box>340 1324 470 1338</box>
article-text: Ἐν τῷ συνόλῳ τῶν ὑποθέσεων τούτων αἱ ἀρμόδιαι ἀρχαὶ ἐλαβον τὰ δέοντα μέτρα πρὸς ἐξασφάλισιν τῆς τάξεως καὶ τῆς εὐημερίας τῶν πολιτῶν ἐν ταῖς ἐπαρχίαις καὶ ἐν τῇ πρωτευούσῃ. <box>530 611 761 674</box>
notice-subtitle: ΔΙΕΥΘΥΝΣΙΣ ΥΓΕΙΟΝ. ΥΠΗΡΕΣΙΑΣ <box>553 1329 735 1340</box>
poem-line: καὶ τὴν παίζεις σὰν τόπι <box>94 1009 222 1020</box>
article-text: Ἐν τῷ συνόλῳ τῶν ὑποθέσεων τούτων αἱ ἀρμόδιαι ἀρχαὶ ἐλαβον τὰ δέοντα μέτρα πρὸς ἐξασφάλισιν τῆς τάξεως καὶ τῆς εὐημερίας τῶν πολιτῶν ἐν ταῖς ἐπαρχίαις καὶ ἐν τῇ πρωτευούσῃ. <box>36 529 280 592</box>
article-text: Κατὰ τηλεγράφημα ἐκ Σούδας ἀγνωστοι ἀποπειράθησαν νὰ λῃστεύσουν τὸ κατάστημα ἀλλὰ ἀπετράπησαν. <box>302 1247 508 1301</box>
notice-text: Ὁ Ὑπουργὸς τῶν Στρατιωτικῶν προκηρύσσει ὅτι ἐκτίθεται εἰς μειοδοτικὸν διαγωνισμὸν ἡ προμήθεια τῶν κάτωθι εἰδῶν: α') Τὴν 4ην Αὐγούστου ἡμέραν Τετάρτην καὶ ὥραν 11-12 π. μ. 20.000 προσόψια. β') Τὴν 7ην Αὐγούστου ἡμέραν Σάββατον 10.000 παντοφλῶν ζεύγη. <box>538 1369 750 1479</box>
article-text: Ἐν τῷ συνόλῳ τῶν ὑποθέσεων τούτων αἱ ἀρμόδιαι ἀρχαὶ ἐλαβον τὰ δέοντα μέτρα πρὸς ἐξασφάλισιν τῆς τάξεως καὶ τῆς εὐημερίας τῶν πολιτῶν ἐν ταῖς ἐπαρχίαις καὶ ἐν τῇ πρωτευούσῃ. <box>1011 452 1242 515</box>
poem-line: Ἀλλὰ μὴ σοῦ ἔρχεται στὸν νοῦ <box>80 1022 236 1033</box>
article-text: Ἐν τῷ συνόλῳ τῶν ὑποθέσεων τούτων αἱ ἀρμόδιαι ἀρχαὶ ἐλαβον τὰ δέοντα μέτρα πρὸς ἐξασφάλισιν τῆς τάξεως καὶ τῆς εὐημερίας τῶν πολιτῶν ἐν ταῖς ἐπαρχίαις καὶ ἐν τῇ πρωτευούσῃ. <box>1256 754 1564 804</box>
article-text: Ἐξεδόθη τὸ δέκατον τεῦχος τοῦ περιοδικοῦ «Ἡ Ἑβδομάς» μὲ πλουσίαν ὕλην. <box>294 698 516 738</box>
article-heading: ΑΙ ΛΟΥΤΡΟΠΟΛΕΙΣ <box>36 441 280 458</box>
notice-lead: Προκηρύξεις <box>599 1354 689 1368</box>
poem <box>36 995 280 1060</box>
article-text: Ἐν τῷ συνόλῳ τῶν ὑποθέσεων τούτων αἱ ἀρμόδιαι ἀρχαὶ ἐλαβον τὰ δέοντα μέτρα πρὸς ἐξασφάλισιν τῆς τάξεως καὶ τῆς εὐημερίας τῶν πολιτῶν ἐν ταῖς ἐπαρχίαις καὶ ἐν τῇ πρωτευούσῃ. <box>1011 250 1242 313</box>
notice-signature: Γ. ΣΚΟΥΦΟΣ <box>1371 1266 1449 1279</box>
notice-subtitle: Τμῆμα Ὑλικοῦ <box>607 1342 681 1353</box>
column-divider <box>522 58 523 2158</box>
notice-text: Προκειμένου νὰ ἐπισκευασθῶσι καὶ ἀσφαλτοστρωθῶσι συντόμως αἱ ὁδοί: 1) Ἑρμοῦ, 2) Ἁγ. Ἀσωμάτων, 3) Σαλαμῖνος, 4) Θερμοπυλῶν, 5) Βύσσου Ὀδυσ., 6) Θ. Π. Δηληγιάννη, 7) Φαβιέρου, 8) Ψαρῶν, 9) Ἁγίου Παύλου, 10) Κρήτης, 11) Νεοφύτου Μεταξᾶ, 12) Κωνσταντίνου Παλαιολόγου, 13) Καρόλου, 14) Ἁγίου Κωνσταντίνου, 15) Χίου. <box>1022 1283 1234 1421</box>
notice-ypourgeion <box>530 1306 758 1584</box>
column-divider <box>764 1088 765 2158</box>
notice-subtitle: ΕΠΙ ΤΩΝ ΜΕΤΑΡΡΥΘΜΙΣΕΩΝ ΚΑΠ. ΤΟΥ ΤΕΛΩΝΕΙΟΥ ΠΕΙΡΑΙΩΣ <box>540 1128 748 1152</box>
column-notices-3 <box>1014 1090 1242 2158</box>
notice-ypourgeion <box>772 1452 1000 1676</box>
article-text: Ὁ ἀρχηγὸς τῆς ἀντιπολιτεύσεως κ. Ἀσκουὶθ ἀνεκοίνωσε ὅτι ἀπαιτεῖται ἡ πλήρης συνεννόησις μεταξὺ τῶν Δυνάμεων. <box>770 400 1002 454</box>
article-text: Ἐν τῷ συνόλῳ τῶν ὑποθέσεων τούτων αἱ ἀρμόδιαι ἀρχαὶ ἐλαβον τὰ δέοντα μέτρα πρὸς ἐξασφάλισιν τῆς τάξεως καὶ τῆς εὐημερίας τῶν πολιτῶν ἐν ταῖς ἐπαρχίαις καὶ ἐν τῇ πρωτευούσῃ. <box>770 616 1002 679</box>
notice-title: ΥΠΟΥΡΓΕΙΟΝ ΣΤΡΑΤΙΩΤΙΚΩΝ <box>794 1458 978 1473</box>
article-text: Η ὑπὸ τὸν κ. Καλαφάτη Στρατιωτικὴ Μουσικὴ ἡ παιανίζουσα εἰς τὸ Νέον Φάληρον τὰς παρελθούσας Κυριακὰς, ἐπέτυχεν ἐπιλέγουσα κομμάτια ἀπὸ ἐκλεκτὰ ἔργα. Διὰ τὴν ἐκτέλεσιν τούτων ἡ Μουσικὴ ἐκθέτει εἰς τὴν ἀνάγκην νὰ καταρτισθῇ πρόγραμμα ποικίλον. <box>36 184 280 280</box>
notice-title: ΠΕΡΙΛΗΨΙΣ ΔΙΑΚΗΡΥΞΕΩΣ <box>1319 1004 1501 1020</box>
article-text: Ἐν τῷ συνόλῳ τῶν ὑποθέσεων τούτων αἱ ἀρμόδιαι ἀρχαὶ ἐλαβον τὰ δέοντα μέτρα πρὸς ἐξασφάλισιν τῆς τάξεως καὶ τῆς εὐημερίας τῶν πολιτῶν ἐν ταῖς ἐπαρχίαις καὶ ἐν τῇ πρωτευούσῃ. <box>1256 197 1564 247</box>
article-text: Ἐν τῷ συνόλῳ τῶν ὑποθέσεων τούτων αἱ ἀρμόδιαι ἀρχαὶ ἐλαβον τὰ δέοντα μέτρα πρὸς ἐξασφάλισιν τῆς τάξεως καὶ τῆς εὐημερίας τῶν πολιτῶν ἐν ταῖς ἐπαρχίαις καὶ ἐν τῇ πρωτευούσῃ. <box>1256 937 1564 987</box>
notice-subtitle: ΔΙΑΚΗΡΥΞΙΣ <box>849 1502 923 1516</box>
notice-subtitle: Η ΔΙΕΥΘΥΝΣΙΣ ΜΗΧΑΝΙΚΟΥ <box>1334 1021 1486 1032</box>
notice-title: Η ΕΠΙΤΡΟΠΗ <box>576 1102 712 1127</box>
article-heading: Η ΔΕΚΑΤΗ ΕΙΣ ΤΗΝ ΘΡΑΚΗΝ <box>1256 680 1564 697</box>
column-kosmos-kai-techni <box>36 48 280 2158</box>
notice-date: Ἐν Ἀθήναις τῇ 23 Ἰουλίου 1921 <box>1022 1427 1184 1438</box>
advertisement-kilepidesmoi <box>36 1090 280 1262</box>
